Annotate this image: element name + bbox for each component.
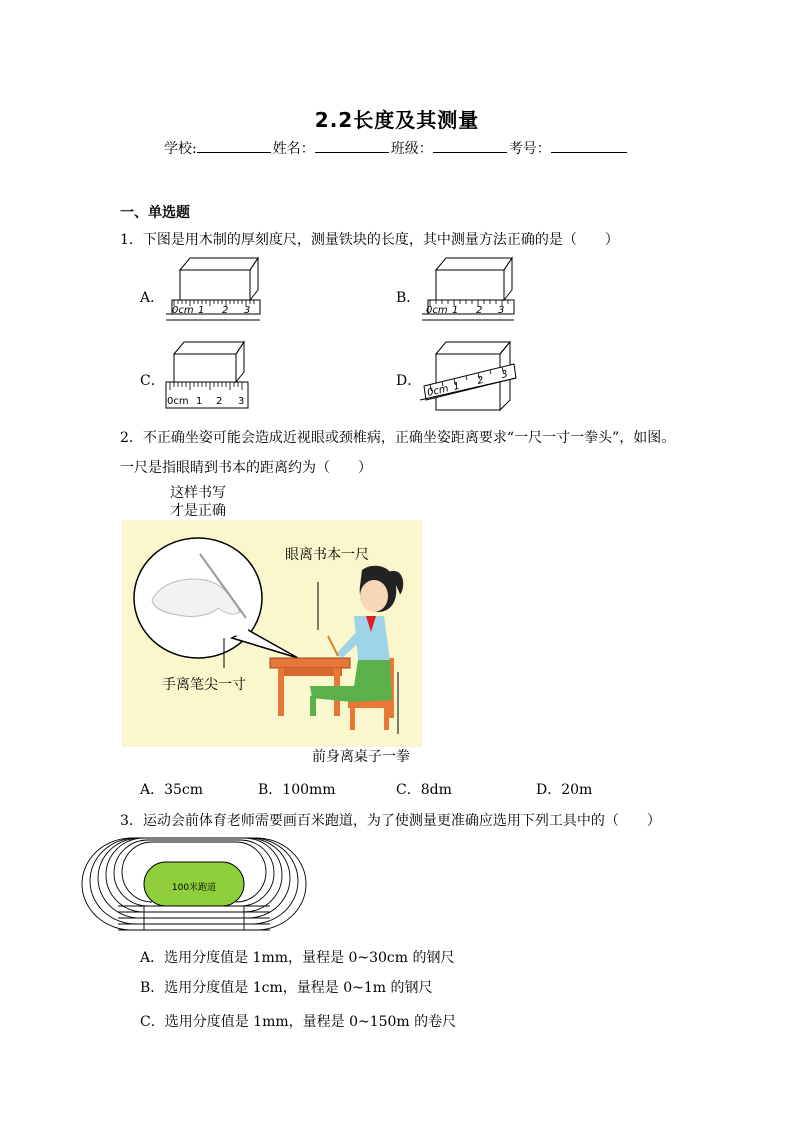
q2-option-d[interactable]: D．20m (536, 782, 593, 798)
q1-figure-d (420, 338, 520, 414)
question-3-stem: 3．运动会前体育老师需要画百米跑道，为了使测量更准确应选用下列工具中的（ ） (120, 813, 661, 829)
ruler-mark-0: 0cm (426, 383, 450, 399)
q2-option-c[interactable]: C．8dm (396, 782, 452, 798)
class-blank[interactable] (433, 140, 507, 153)
q3-track-label: 100米跑道 (171, 883, 217, 893)
ruler-mark-2: 2 (476, 305, 483, 316)
q1-figure-b (420, 256, 520, 328)
school-blank[interactable] (197, 140, 271, 153)
ruler-mark-2: 2 (222, 305, 229, 316)
q2-option-a[interactable]: A．35cm (140, 782, 204, 798)
ruler-mark-0: 0cm (426, 305, 448, 316)
ruler-mark-0: 0cm (172, 305, 194, 316)
ruler-mark-2: 2 (216, 396, 223, 407)
q3-option-c[interactable]: C．选用分度值是 1mm，量程是 0~150m 的卷尺 (140, 1014, 457, 1030)
question-1-stem: 1．下图是用木制的厚刻度尺，测量铁块的长度，其中测量方法正确的是（ ） (120, 232, 619, 248)
q1-option-b-label[interactable]: B． (396, 290, 421, 306)
class-label: 班级： (390, 141, 433, 157)
q2-option-b[interactable]: B．100mm (258, 782, 336, 798)
ruler-mark-3: 3 (238, 396, 245, 407)
number-blank[interactable] (551, 140, 627, 153)
q2-caption-line1: 这样书写 (170, 485, 226, 501)
q2-label-body-distance: 前身离桌子一拳 (312, 749, 410, 765)
ruler-mark-1: 1 (452, 380, 461, 393)
ruler-mark-3: 3 (498, 305, 505, 316)
question-2-stem-line2: 一尺是指眼睛到书本的距离约为（ ） (120, 460, 372, 476)
q2-caption-line2: 才是正确 (170, 503, 226, 519)
number-label: 考号： (508, 141, 551, 157)
q3-option-b[interactable]: B．选用分度值是 1cm，量程是 0~1m 的钢尺 (140, 980, 433, 996)
q3-running-track-figure (118, 838, 270, 934)
ruler-mark-3: 3 (500, 368, 509, 381)
name-blank[interactable] (315, 140, 389, 153)
ruler-mark-1: 1 (198, 305, 205, 316)
ruler-mark-1: 1 (452, 305, 459, 316)
ruler-mark-1: 1 (196, 396, 203, 407)
name-label: 姓名： (272, 141, 315, 157)
ruler-mark-2: 2 (476, 374, 485, 387)
ruler-mark-0: 0cm (167, 396, 189, 407)
student-info-line (164, 138, 629, 158)
q1-option-a-label[interactable]: A． (140, 290, 165, 306)
q1-figure-c (164, 338, 264, 412)
section-heading: 一、单选题 (120, 205, 190, 221)
q2-label-eye-distance: 眼离书本一尺 (285, 547, 369, 563)
q3-option-a[interactable]: A．选用分度值是 1mm，量程是 0~30cm 的钢尺 (140, 950, 455, 966)
school-label: 学校: (164, 141, 197, 157)
q1-figure-a (164, 256, 264, 328)
ruler-mark-3: 3 (244, 305, 251, 316)
page-title: 2.2长度及其测量 (314, 108, 480, 132)
q2-posture-illustration (122, 520, 422, 747)
q2-label-hand-distance: 手离笔尖一寸 (162, 677, 246, 693)
q2-figure-caption (170, 484, 226, 520)
q1-option-d-label[interactable]: D． (396, 373, 422, 389)
q1-option-c-label[interactable]: C． (140, 373, 165, 389)
question-2-stem-line1: 2．不正确坐姿可能会造成近视眼或颈椎病，正确坐姿距离要求“一尺一寸一拳头”，如图。 (120, 430, 676, 446)
